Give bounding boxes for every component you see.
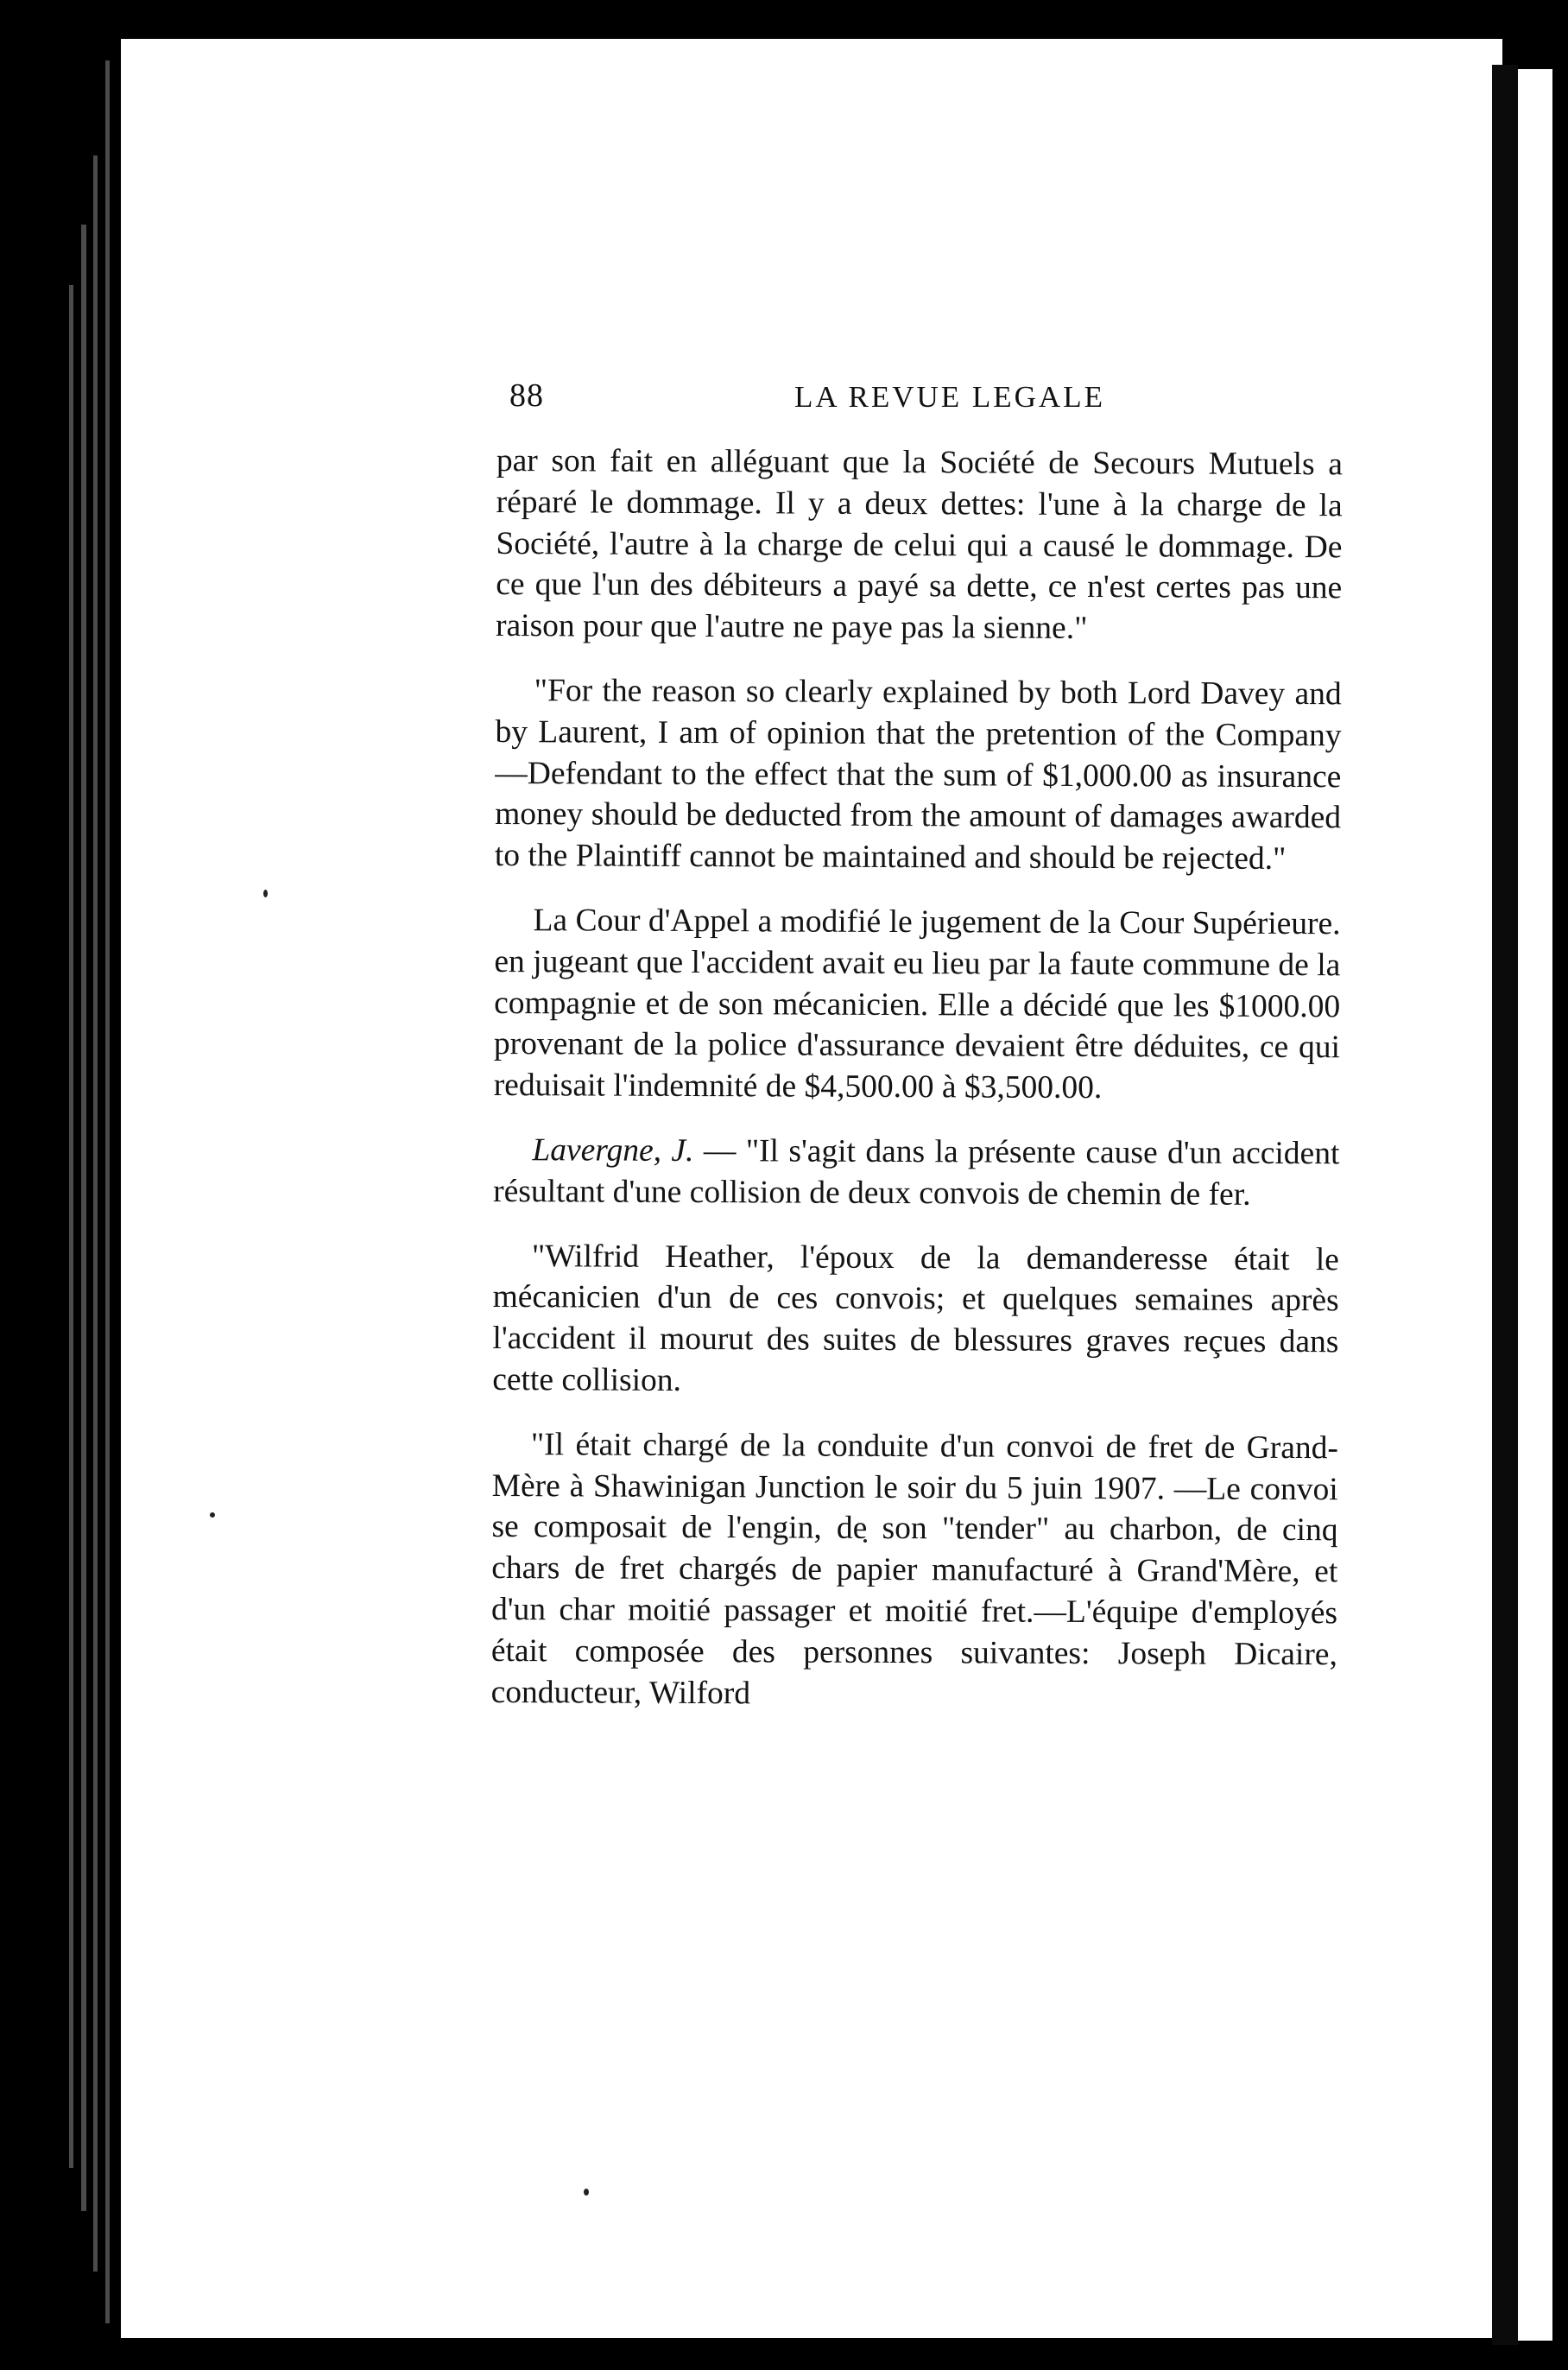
judge-name: Lavergne, J. <box>532 1132 694 1169</box>
running-head <box>509 371 1373 423</box>
paragraph-1: par son fait en alléguant que la Société de Secours Mutuels a réparé le dommage. Il y a deux dettes: l'une à la charge de la Société, l'autre à la charge de celui qui a causé le dommage. De ce que l'un des débiteurs a payé sa dette, ce n'est certes pas une raison pour que l'autre ne paye pas la sienne." <box>495 443 1343 647</box>
scan-speck <box>263 890 268 897</box>
page-gutter <box>1492 65 1518 2345</box>
scan-speck <box>210 1512 215 1518</box>
journal-title: LA REVUE LEGALE <box>794 380 1105 414</box>
paragraph-2: "For the reason so clearly explained by both Lord Davey and by Laurent, I am of opinion that the pretention of the Company—Defendant to the effect that the sum of $1,000.00 as insurance money should be deducted from the amount of damages awarded to the Plaintiff cannot be maintained and should be rejected." <box>494 673 1342 878</box>
paragraph-6: "Il était chargé de la conduite d'un convoi de fret de Grand-Mère à Shawinigan Junction le soir du 5 juin 1907. —Le convoi se composait de l'engin, de son "tender" au charbon, de cinq chars de fret chargés de papier manufacturé à Grand'Mère, et d'un char moitié passager et moitié fret.—L'équipe d'employés était composée des personnes suivantes: Joseph Dicaire, conducteur, Wilford <box>490 1426 1339 1711</box>
book-edge-stripe <box>69 285 73 2168</box>
book-edge-stripe <box>105 60 110 2323</box>
scan-speck <box>584 2189 589 2196</box>
adjacent-page-edge <box>1518 69 1552 2341</box>
paragraph-4-text: — "Il s'agit dans la présente cause d'un accident résultant d'une collision de deux convois de chemin de fer. <box>493 1132 1340 1213</box>
paragraph-4 <box>493 1130 1339 1216</box>
page-number: 88 <box>509 377 544 414</box>
paragraph-5: "Wilfrid Heather, l'époux de la demanderesse était le mécanicien d'un de ces convois; et quelques semaines après l'accident il mourut des suites de blessures graves reçues dans cette collision. <box>492 1238 1339 1398</box>
page-body <box>490 440 1343 1740</box>
book-edge-stripe <box>81 225 86 2211</box>
paragraph-3: La Cour d'Appel a modifié le jugement de la Cour Supérieure. en jugeant que l'accident avait eu lieu par la faute commune de la compagnie et de son mécanicien. Elle a décidé que les $1000.00 provenant de la police d'assurance devaient être déduites, ce qui reduisait l'indemnité de $4,500.00 à $3,500.00. <box>493 903 1341 1106</box>
book-edge-stripe <box>93 155 98 2272</box>
